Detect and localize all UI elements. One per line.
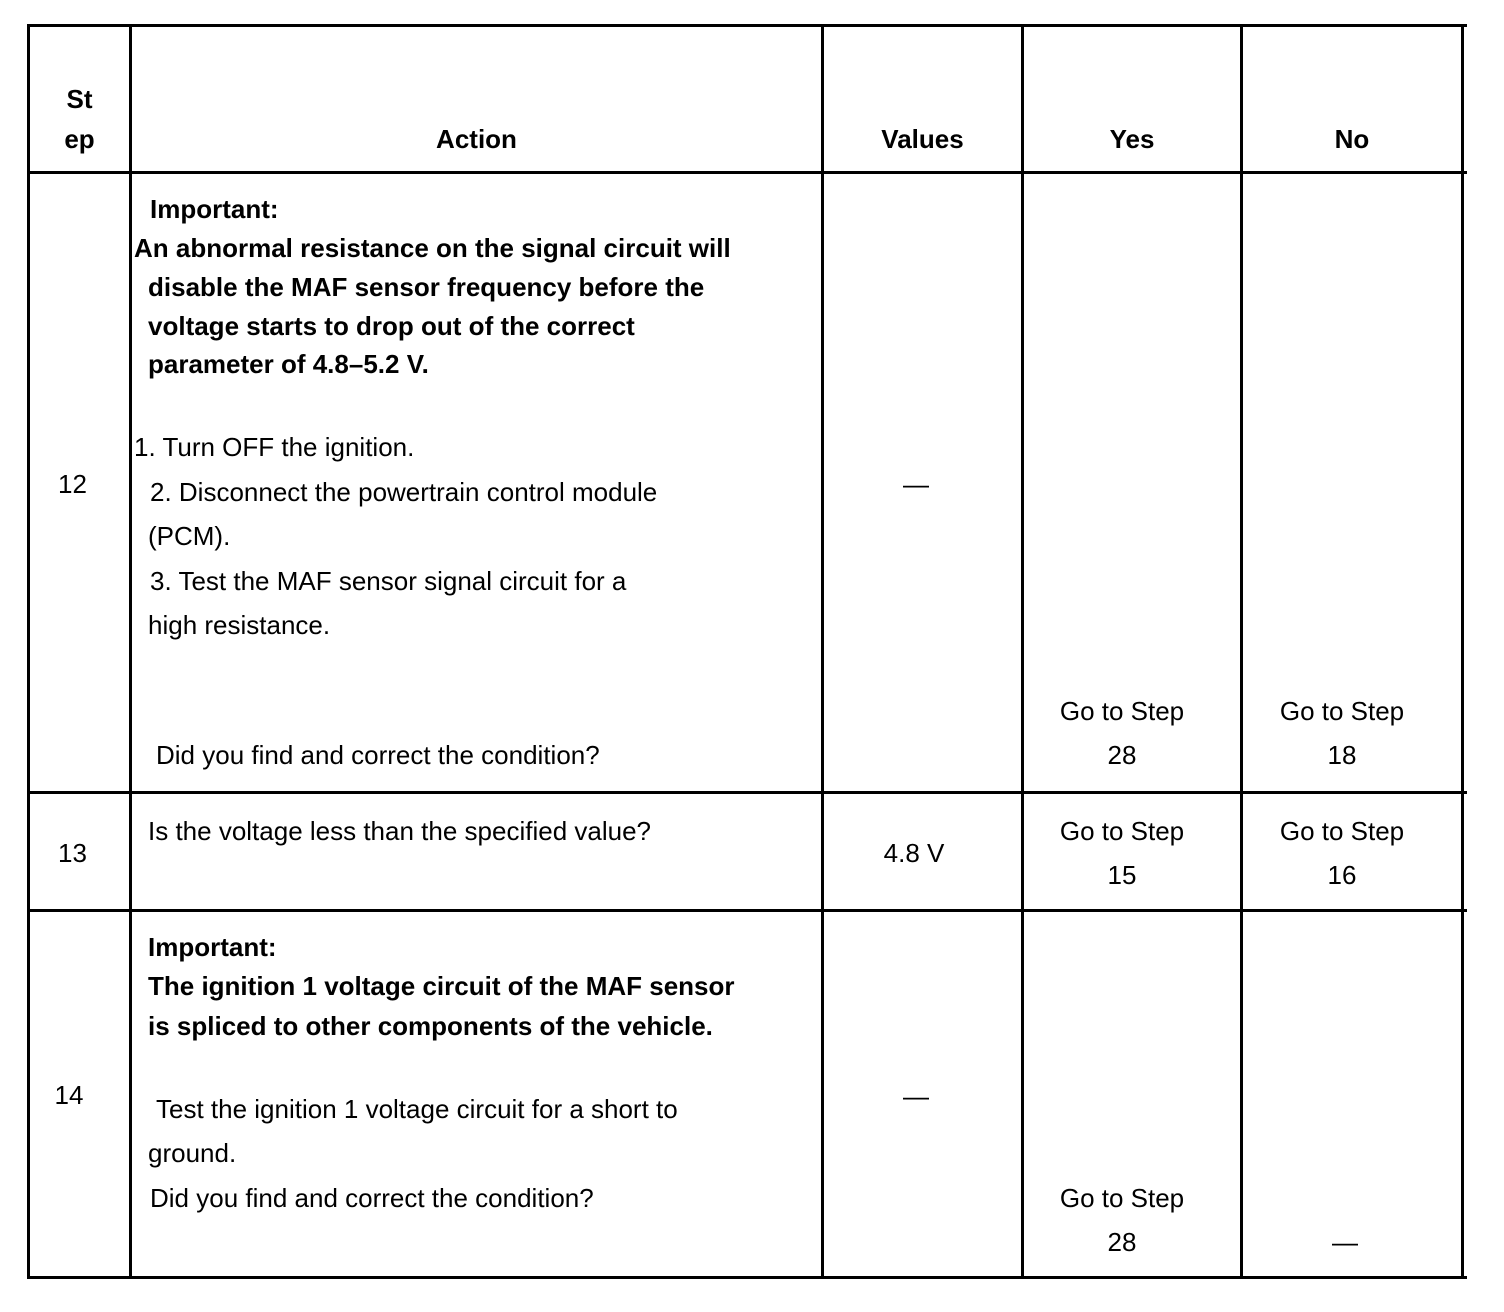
row-divider — [27, 909, 1467, 912]
row-yes-target — [1024, 1183, 1220, 1257]
column-divider — [1021, 24, 1024, 1279]
row-question: Did you find and correct the condition? — [156, 740, 600, 770]
row-value: — — [903, 1081, 929, 1111]
action-step-line: (PCM). — [148, 521, 231, 551]
row-question: Did you find and correct the condition? — [150, 1183, 594, 1213]
row-divider — [27, 791, 1467, 794]
yes-line1: Go to Step — [1059, 1183, 1185, 1213]
yes-line1: Go to Step — [1059, 696, 1185, 726]
row-no-target — [1243, 816, 1441, 890]
no-line2: 18 — [1327, 740, 1357, 770]
header-no: No — [1334, 124, 1370, 154]
row-step-number: 14 — [54, 1080, 84, 1110]
action-step-line: 2. Disconnect the powertrain control module — [150, 477, 658, 507]
important-note-line: The ignition 1 voltage circuit of the MAF sensor — [148, 971, 735, 1001]
yes-line2: 28 — [1107, 1227, 1137, 1257]
header-yes: Yes — [1109, 124, 1155, 154]
header-step-line1: St — [66, 84, 93, 114]
header-step — [30, 84, 129, 154]
table-border-right — [1461, 24, 1464, 1279]
row-no-target — [1243, 696, 1441, 770]
row-step-number: 12 — [58, 469, 87, 499]
important-label: Important: — [148, 932, 277, 962]
important-note-line: is spliced to other components of the vehicle. — [148, 1011, 713, 1041]
header-step-line2: ep — [64, 124, 95, 154]
no-line2: 16 — [1327, 860, 1357, 890]
column-divider — [129, 24, 132, 1279]
important-note-line: An abnormal resistance on the signal circuit will — [134, 233, 731, 263]
important-note-line: voltage starts to drop out of the correct — [148, 311, 635, 341]
action-step-line: 3. Test the MAF sensor signal circuit for a — [150, 566, 627, 596]
column-divider — [1240, 24, 1243, 1279]
important-label: Important: — [150, 194, 279, 224]
yes-line1: Go to Step — [1059, 816, 1185, 846]
header-values: Values — [881, 124, 964, 154]
yes-line2: 28 — [1107, 740, 1137, 770]
table-border-top — [27, 24, 1467, 27]
action-step-line: high resistance. — [148, 610, 331, 640]
table-border-bottom — [27, 1276, 1467, 1279]
row-yes-target — [1024, 816, 1220, 890]
no-line1: Go to Step — [1279, 696, 1405, 726]
yes-line2: 15 — [1107, 860, 1137, 890]
important-note-line: parameter of 4.8–5.2 V. — [148, 349, 429, 379]
no-line1: Go to Step — [1279, 816, 1405, 846]
action-step-line: Test the ignition 1 voltage circuit for a short to — [156, 1094, 678, 1124]
row-value: 4.8 V — [883, 838, 945, 868]
row-no-target: — — [1332, 1227, 1358, 1257]
row-value: — — [903, 469, 929, 499]
important-note-line: disable the MAF sensor frequency before the — [148, 272, 705, 302]
row-question: Is the voltage less than the specified value? — [148, 816, 651, 846]
header-action: Action — [436, 124, 517, 154]
action-step-line: 1. Turn OFF the ignition. — [134, 432, 415, 462]
header-divider — [27, 171, 1467, 174]
row-step-number: 13 — [58, 838, 87, 868]
action-step-line: ground. — [148, 1138, 237, 1168]
row-yes-target — [1024, 696, 1220, 770]
